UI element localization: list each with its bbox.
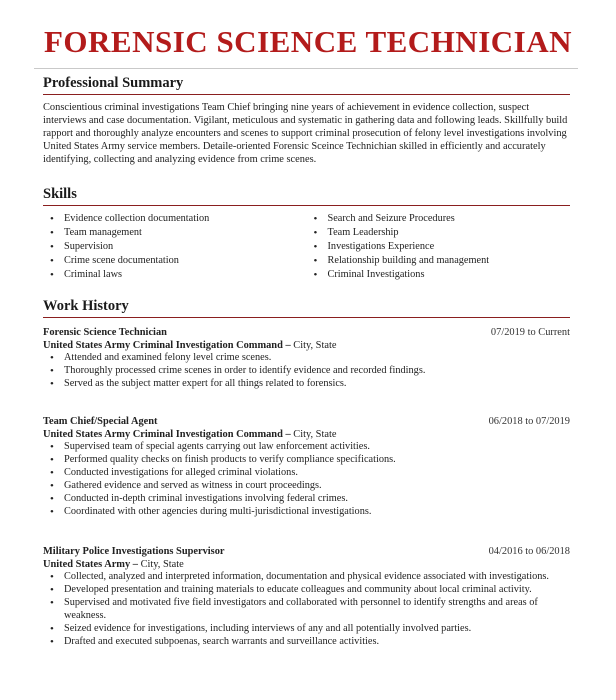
job-location: City, State (140, 559, 184, 570)
skills-list-right (307, 212, 571, 282)
job-title: Military Police Investigations Supervisor (43, 546, 225, 557)
skills-list-left (43, 212, 307, 282)
skill-item: • Team Leadership (314, 226, 571, 240)
work-heading: Work History (43, 298, 570, 318)
skill-item: • Criminal laws (50, 268, 307, 282)
skill-item: • Supervision (50, 240, 307, 254)
job-dates: 06/2018 to 07/2019 (488, 416, 570, 427)
job-bullets (43, 571, 570, 648)
job-employer: United States Army Criminal Investigation Command – (43, 429, 291, 440)
job-employer: United States Army – (43, 559, 138, 570)
job-location: City, State (293, 340, 337, 351)
job-bullets (43, 441, 570, 518)
job-title: Forensic Science Technician (43, 327, 167, 338)
skills-grid (43, 212, 570, 282)
job-bullet: • Supervised and motivated five field investigators and collaborated with personnel to identify strengths and areas of weakness. (50, 597, 570, 623)
job-dates: 04/2016 to 06/2018 (488, 546, 570, 557)
skill-item: • Search and Seizure Procedures (314, 212, 571, 226)
job-employer-line (43, 428, 570, 441)
job-entry (43, 545, 570, 648)
job-bullet: • Coordinated with other agencies during multi-jurisdictional investigations. (50, 506, 570, 519)
summary-text: Conscientious criminal investigations Team Chief bringing nine years of achievement in evidence collection, suspect interviews and case documentation. Vigilant, meticulous and systematic in gathering data and following leads. Skillfully build rapport and thoroughly analyze encounters and scenes to support criminal prosecution of felony level investigations involving United States Army service members. Detaile-oriented Forensic Sceince Technichian skilled in efficiently and accurately identifying, collecting and analyzing evidence from crime scenes. (43, 102, 568, 166)
job-employer-line (43, 339, 570, 352)
job-bullet: • Thoroughly processed crime scenes in order to identify evidence and recorded findings. (50, 365, 570, 378)
job-entry (43, 326, 570, 391)
job-bullet: • Conducted in-depth criminal investigations involving federal crimes. (50, 493, 570, 506)
work-section (43, 298, 570, 324)
skill-item: • Team management (50, 226, 307, 240)
job-bullet: • Attended and examined felony level crime scenes. (50, 352, 570, 365)
skill-item: • Investigations Experience (314, 240, 571, 254)
job-bullet: • Seized evidence for investigations, including interviews of any and all potentially involved parties. (50, 623, 570, 636)
job-bullets (43, 352, 570, 391)
job-bullet: • Served as the subject matter expert for all things related to forensics. (50, 378, 570, 391)
header-divider (34, 68, 578, 69)
summary-heading: Professional Summary (43, 75, 570, 95)
job-bullet: • Drafted and executed subpoenas, search warrants and surveillance activities. (50, 636, 570, 649)
skill-item: • Crime scene documentation (50, 254, 307, 268)
skill-item: • Evidence collection documentation (50, 212, 307, 226)
job-bullet: • Collected, analyzed and interpreted information, documentation and physical evidence associated with investigations. (50, 571, 570, 584)
skill-item: • Relationship building and management (314, 254, 571, 268)
job-title: Team Chief/Special Agent (43, 416, 158, 427)
job-bullet: • Gathered evidence and served as witness in court proceedings. (50, 480, 570, 493)
job-bullet: • Conducted investigations for alleged criminal violations. (50, 467, 570, 480)
skill-item: • Criminal Investigations (314, 268, 571, 282)
job-entry (43, 415, 570, 518)
summary-section (43, 75, 570, 166)
skills-heading: Skills (43, 186, 570, 206)
job-dates: 07/2019 to Current (490, 327, 570, 338)
job-bullet: • Supervised team of special agents carrying out law enforcement activities. (50, 441, 570, 454)
job-location: City, State (293, 429, 337, 440)
job-employer-line (43, 558, 570, 571)
skills-section (43, 186, 570, 282)
resume-name: FORENSIC SCIENCE TECHNICIAN (44, 24, 572, 59)
job-bullet: • Developed presentation and training materials to educate colleagues and community about local criminal activity. (50, 584, 570, 597)
job-employer: United States Army Criminal Investigation Command – (43, 340, 291, 351)
job-bullet: • Performed quality checks on finish products to verify compliance specifications. (50, 454, 570, 467)
